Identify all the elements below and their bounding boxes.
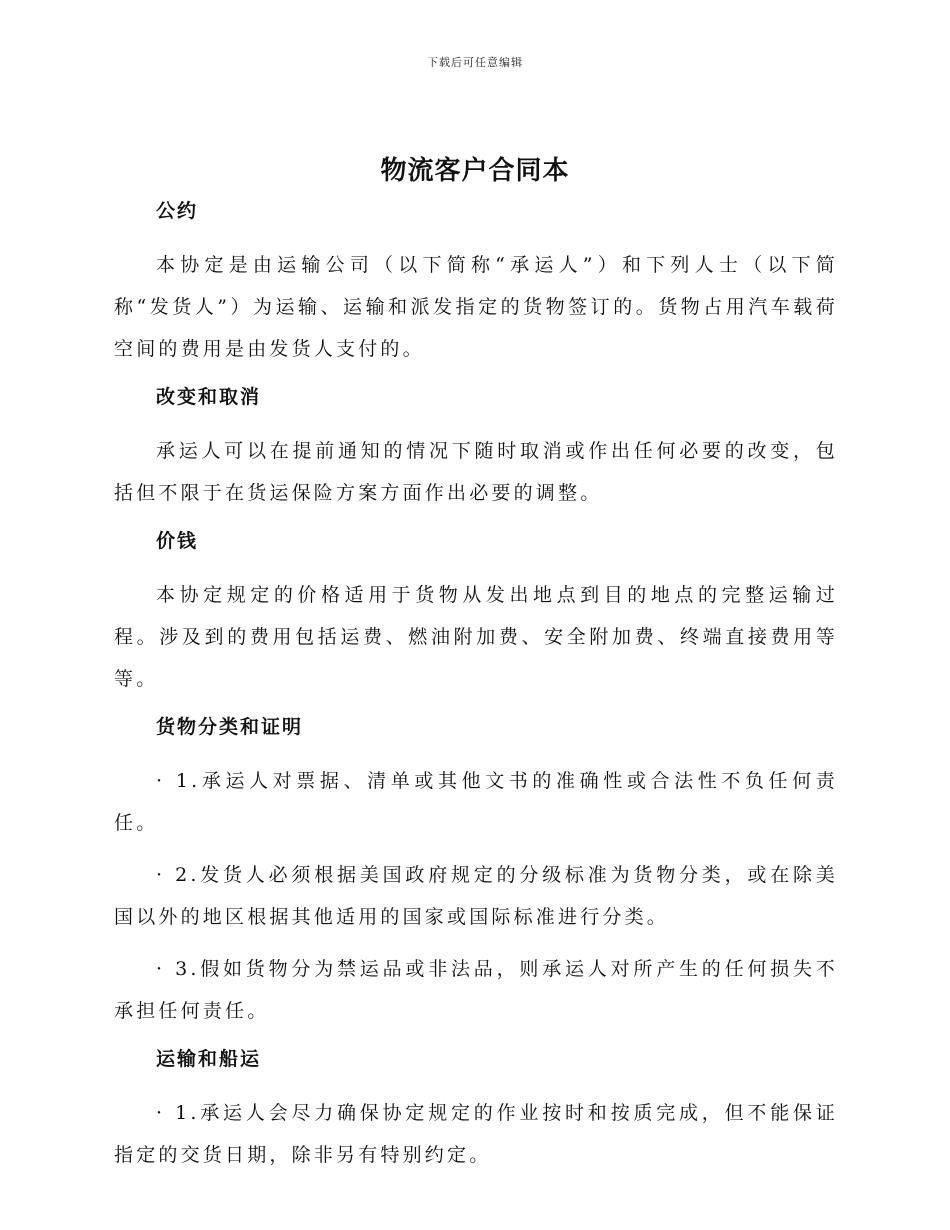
section-heading: 改变和取消 [156, 386, 262, 408]
paragraph: 本协定规定的价格适用于货物从发出地点到目的地点的完整运输过程。涉及到的费用包括运费、燃油附加费、安全附加费、终端直接费用等等。 [114, 584, 838, 690]
section-heading: 货物分类和证明 [156, 716, 304, 738]
list-item: · 2.发货人必须根据美国政府规定的分级标准为货物分类，或在除美国以外的地区根据其他适用的国家或国际标准进行分类。 [114, 864, 838, 928]
header-note: 下载后可任意编辑 [427, 56, 523, 69]
list-item: · 3.假如货物分为禁运品或非法品，则承运人对所产生的任何损失不承担任何责任。 [114, 958, 838, 1022]
paragraph: 本协定是由运输公司（以下简称“承运人”）和下列人士（以下简称“发货人”）为运输、运输和派发指定的货物签订的。货物占用汽车载荷空间的费用是由发货人支付的。 [114, 254, 838, 360]
section-heading: 运输和船运 [156, 1048, 262, 1070]
list-item: · 1.承运人对票据、清单或其他文书的准确性或合法性不负任何责任。 [114, 770, 838, 834]
document-body [114, 196, 838, 1186]
section-change-cancel [114, 382, 838, 514]
section-heading: 公约 [156, 200, 199, 222]
section-shipping [114, 1044, 838, 1176]
paragraph: 承运人可以在提前通知的情况下随时取消或作出任何必要的改变，包括但不限于在货运保险方案方面作出必要的调整。 [114, 440, 838, 504]
section-convention [114, 196, 838, 370]
section-price [114, 526, 838, 700]
section-classification [114, 712, 838, 1032]
list-item: · 1.承运人会尽力确保协定规定的作业按时和按质完成，但不能保证指定的交货日期，除非另有特别约定。 [114, 1102, 838, 1166]
section-heading: 价钱 [156, 530, 199, 552]
document-title: 物流客户合同本 [380, 156, 570, 186]
